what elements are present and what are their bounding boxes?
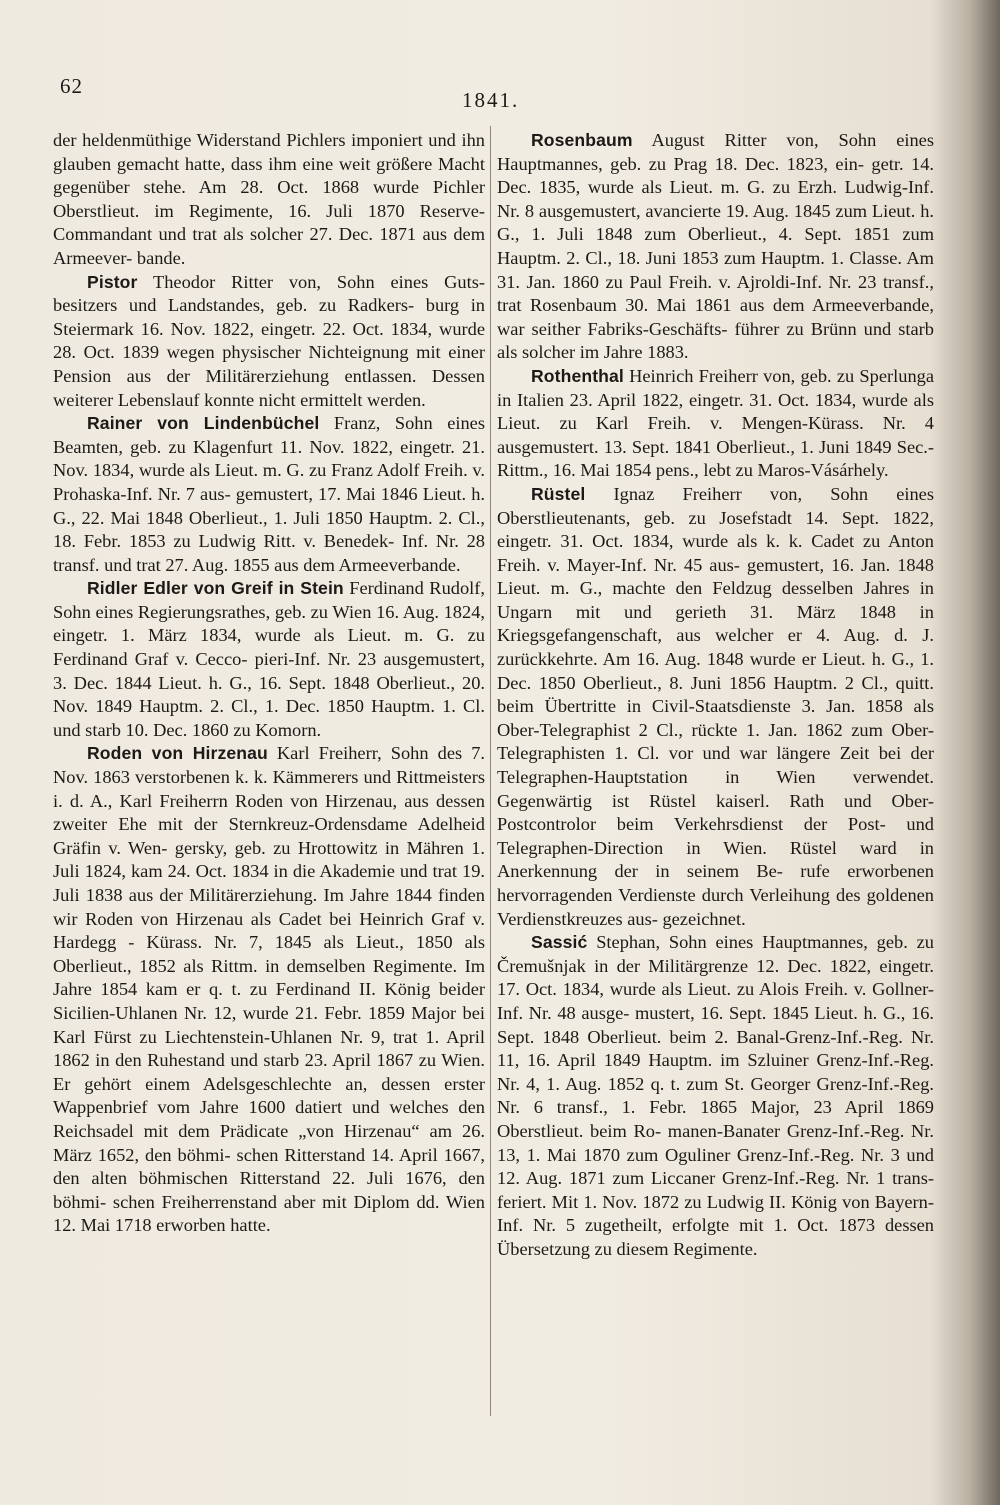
entry-name: Rothenthal	[531, 365, 624, 386]
entry-name: Pistor	[87, 271, 138, 292]
entry-text: Karl Freiherr, Sohn des 7. Nov. 1863 verstorbenen k. k. Kämmerers und Rittmeisters i. d. A., Karl Freiherrn Roden von Hirzenau, aus dessen zweiter Ehe mit der Sternkreuz-Ordensdame Adelheid Gräfin v. Wen- gersky, geb. zu Hrottowitz in Mähren 1. Juli 1824, kam 24. Oct. 1834 in die Akademie und trat 19. Juli 1838 aus der Militärerziehung. Im Jahre 1844 finden wir Roden von Hirzenau als Cadet bei Heinrich Graf v. Hardegg - Kürass. Nr. 7, 1845 als Lieut., 1850 als Oberlieut., 1852 als Rittm. in demselben Regimente. Im Jahre 1854 kam er q. t. zu Ferdinand II. König beider Sicilien-Uhlanen Nr. 12, wurde 21. Febr. 1859 Major bei Karl Fürst zu Liechtenstein-Uhlanen Nr. 9, trat 1. April 1862 in den Ruhestand und starb 23. April 1867 zu Wien. Er gehört einem Adelsgeschlechte an, dessen erster Wappenbrief vom Jahre 1600 datiert und welches den Reichsadel mit dem Prädicate „von Hirzenau“ am 26. März 1652, den böhmi- schen Ritterstand 14. April 1667, den alten böhmischen Ritterstand 22. Juli 1676, den böhmi- schen Freiherrenstand aber mit Diplom dd. Wien 12. Mai 1718 erworben hatte.	[53, 743, 485, 1236]
entry-text: August Ritter von, Sohn eines Hauptmannes, geb. zu Prag 18. Dec. 1823, ein- getr. 14. Dec. 1835, wurde als Lieut. m. G. zu Erzh. Ludwig-Inf. Nr. 8 ausgemustert, avancierte 19. Aug. 1845 zum Lieut. h. G., 1. Juli 1848 zum Oberlieut., 4. Sept. 1851 zum Hauptm. 2. Cl., 18. Juni 1853 zum Hauptm. 1. Classe. Am 31. Jan. 1860 zu Paul Freih. v. Ajroldi-Inf. Nr. 23 transf., trat Rosenbaum 30. Mai 1861 aus dem Armeeverbande, war seither Fabriks-Geschäfts- führer zu Brünn und starb als solcher im Jahre 1883.	[497, 130, 934, 363]
entry-name: Roden von Hirzenau	[87, 743, 268, 764]
entry-text: Stephan, Sohn eines Hauptmannes, geb. zu Čremušnjak in der Militärgrenze 12. Dec. 1822, eingetr. 17. Oct. 1834, wurde als Lieut. zu Alois Freih. v. Gollner-Inf. Nr. 48 ausge- mustert, 16. Sept. 1845 Lieut. h. G., 16. Sept. 1848 Oberlieut. beim 2. Banal-Grenz-Inf.-Reg. Nr. 11, 16. April 1849 Hauptm. im Szluiner Grenz-Inf.-Reg. Nr. 4, 1. Aug. 1852 q. t. zum St. Georger Grenz-Inf.-Reg. Nr. 6 transf., 1. Febr. 1865 Major, 23 April 1869 Oberstlieut. beim Ro- manen-Banater Grenz-Inf.-Reg. Nr. 13, 1. Mai 1870 zum Oguliner Grenz-Inf.-Reg. Nr. 3 und 12. Aug. 1871 zum Liccaner Grenz-Inf.-Reg. Nr. 1 trans- feriert. Mit 1. Nov. 1872 zu Ludwig II. König von Bayern-Inf. Nr. 5 zugetheilt, erfolgte mit 1. Oct. 1873 dessen Übersetzung zu diesem Regimente.	[497, 932, 934, 1259]
entry-text: Franz, Sohn eines Beamten, geb. zu Klagenfurt 11. Nov. 1822, eingetr. 21. Nov. 1834, wurde als Lieut. m. G. zu Franz Adolf Freih. v. Prohaska-Inf. Nr. 7 aus- gemustert, 17. Mai 1846 Lieut. h. G., 22. Mai 1848 Oberlieut., 1. Juli 1850 Hauptm. 2. Cl., 18. Febr. 1853 zu Ludwig Ritt. v. Benedek- Inf. Nr. 28 transf. und trat 27. Aug. 1855 aus dem Armeeverbande.	[53, 413, 485, 575]
entry-text: Ferdinand Rudolf, Sohn eines Regierungsrathes, geb. zu Wien 16. Aug. 1824, eingetr. 1. März 1834, wurde als Lieut. m. G. zu Ferdinand Graf v. Cecco- pieri-Inf. Nr. 23 ausgemustert, 3. Dec. 1844 Lieut. h. G., 16. Sept. 1848 Oberlieut., 20. Nov. 1849 Hauptm. 2. Cl., 1. Dec. 1850 Hauptm. 1. Cl. und starb 10. Dec. 1860 zu Komorn.	[53, 578, 485, 740]
biography-entry	[53, 271, 485, 413]
continued-paragraph: der heldenmüthige Widerstand Pichlers imponiert und ihn glauben gemacht hatte, dass ihm eine weit größere Macht gegenüber stehe. Am 28. Oct. 1868 wurde Pichler Oberstlieut. im Regimente, 16. Juli 1870 Reserve-Commandant und trat als solcher 27. Dec. 1871 aus dem Armeever- bande.	[53, 130, 485, 268]
column-divider	[490, 126, 491, 1416]
entry-name: Sassić	[531, 932, 588, 953]
biography-entry	[497, 483, 934, 931]
entry-text: Ignaz Freiherr von, Sohn eines Oberstlieutenants, geb. zu Josefstadt 14. Sept. 1822, eingetr. 31. Oct. 1834, wurde als k. k. Cadet zu Anton Freih. v. Mayer-Inf. Nr. 45 aus- gemustert, 16. Jan. 1848 Lieut. m. G., machte den Feldzug desselben Jahres in Ungarn mit und gerieth 31. März 1848 in Kriegsgefangenschaft, aus welcher er 4. Aug. d. J. zurückkehrte. Am 16. Aug. 1848 wurde er Lieut. h. G., 1. Dec. 1850 Oberlieut., 8. Juni 1856 Hauptm. 2 Cl., quitt. beim Übertritte in Civil-Staatsdienste 3. Jan. 1858 als Ober-Telegraphist 2 Cl., rückte 1. Jan. 1862 zum Ober-Telegraphisten 1. Cl. vor und war längere Zeit bei der Telegraphen-Hauptstation in Wien verwendet. Gegenwärtig ist Rüstel kaiserl. Rath und Ober-Postcontrolor beim Verkehrsdienst der Post- und Telegraphen-Direction in Wien. Rüstel ward in Anerkennung der in seinem Be- rufe erworbenen hervorragenden Verdienste durch Verleihung des goldenen Verdienstkreuzes aus- gezeichnet.	[497, 483, 934, 929]
biography-entry	[497, 129, 934, 365]
biography-entry	[53, 742, 485, 1237]
entry-name: Rüstel	[531, 483, 586, 504]
entry-name: Rainer von Lindenbüchel	[87, 413, 320, 434]
entry-name: Rosenbaum	[531, 130, 633, 150]
right-column	[497, 129, 934, 1262]
biography-entry	[53, 412, 485, 577]
entry-text: Heinrich Freiherr von, geb. zu Sperlunga in Italien 23. April 1822, eingetr. 31. Oct. 1834, wurde als Lieut. zu Karl Freih. v. Mengen-Kürass. Nr. 4 ausgemustert. 13. Sept. 1841 Oberlieut., 1. Juni 1849 Sec.-Rittm., 16. Mai 1854 pens., lebt zu Maros-Vásárhely.	[497, 365, 934, 481]
page-number: 62	[60, 74, 83, 98]
left-column	[53, 129, 485, 1238]
entry-text: Theodor Ritter von, Sohn eines Guts- besitzers und Landstandes, geb. zu Radkers- burg in Steiermark 16. Nov. 1822, eingetr. 22. Oct. 1834, wurde 28. Oct. 1839 wegen physischer Nichteignung mit einer Pension aus der Militärerziehung entlassen. Dessen weiterer Lebenslauf konnte nicht ermittelt werden.	[53, 271, 485, 410]
biography-entry	[497, 365, 934, 483]
biography-entry	[497, 931, 934, 1261]
biography-entry	[53, 577, 485, 742]
entry-name: Ridler Edler von Greif in Stein	[87, 578, 344, 599]
running-head-year: 1841.	[462, 88, 520, 112]
